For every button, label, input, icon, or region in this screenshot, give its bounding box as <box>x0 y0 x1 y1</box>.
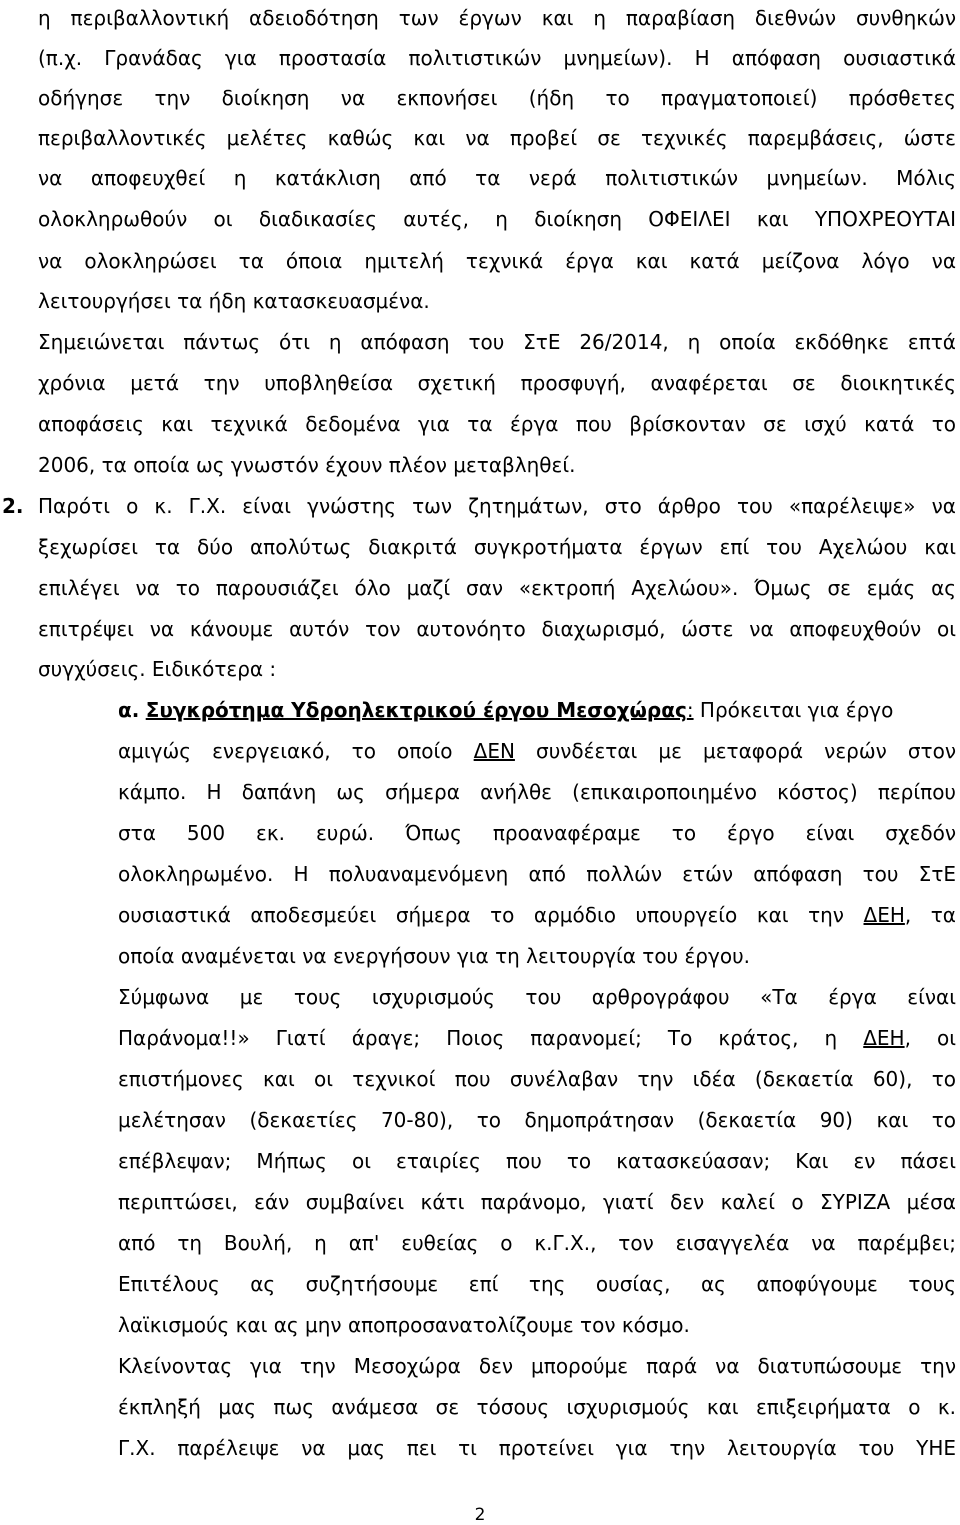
text-line: Κλείνοντας για την Μεσοχώρα δεν μπορούμε παρά να διατυπώσουμε την <box>118 1354 956 1378</box>
text-line: λειτουργήσει τα ήδη κατασκευασμένα. <box>38 289 430 313</box>
text-line: Γ.Χ. παρέλειψε να μας πει τι προτείνει για την λειτουργία του ΥΗΕ <box>118 1436 956 1460</box>
subsection-heading-line <box>118 698 956 722</box>
text-line <box>118 739 956 763</box>
list-number: 2. <box>2 494 24 518</box>
text-line: έκπληξή μας πως ανάμεσα σε τόσους ισχυρισμούς και επιξειρήματα ο κ. <box>118 1395 956 1419</box>
text-line: (π.χ. Γρανάδας για προστασία πολιτιστικών μνημείων). Η απόφαση ουσιαστικά <box>38 46 956 70</box>
text-line: στα 500 εκ. ευρώ. Όπως προαναφέραμε το έργο είναι σχεδόν <box>118 821 956 845</box>
text-line: οποία αναμένεται να ενεργήσουν για τη λειτουργία του έργου. <box>118 944 750 968</box>
text-line <box>118 903 956 927</box>
text-line: ολοκληρωμένο. Η πολυαναμενόμενη από πολλών ετών απόφαση του ΣτΕ <box>118 862 956 886</box>
text-line: η περιβαλλοντική αδειοδότηση των έργων και η παραβίαση διεθνών συνθηκών <box>38 6 956 30</box>
text-line: επιλέγει να το παρουσιάζει όλο μαζί σαν «εκτροπή Αχελώου». Όμως σε εμάς ας <box>38 576 956 600</box>
text-line: οδήγησε την διοίκηση να εκπονήσει (ήδη το πραγματοποιεί) πρόσθετες <box>38 86 956 110</box>
text-line: λαϊκισμούς και ας μην αποπροσανατολίζουμε τον κόσμο. <box>118 1313 690 1337</box>
emphasis-deh: ΔΕΗ <box>863 1026 905 1050</box>
text-line: να αποφευχθεί η κατάκλιση από τα νερά πολιτιστικών μνημείων. Μόλις <box>38 166 956 190</box>
text-line: Σύμφωνα με τους ισχυρισμούς του αρθρογράφου «Τα έργα είναι <box>118 985 956 1009</box>
subsection-colon: : <box>686 698 694 722</box>
text-span: , οι <box>904 1026 957 1050</box>
text-line: συγχύσεις. Ειδικότερα : <box>38 657 277 681</box>
subsection-letter: α. <box>118 698 140 722</box>
text-line: Σημειώνεται πάντως ότι η απόφαση του ΣτΕ 26/2014, η οποία εκδόθηκε επτά <box>38 330 956 354</box>
text-line: μελέτησαν (δεκαετίες 70-80), το δημοπράτησαν (δεκαετία 90) και το <box>118 1108 956 1132</box>
text-line: να ολοκληρώσει τα όποια ημιτελή τεχνικά έργα και κατά μείζονα λόγο να <box>38 249 956 273</box>
text-span: αμιγώς ενεργειακό, το οποίο <box>118 739 474 763</box>
emphasis-den: ΔΕΝ <box>473 739 515 763</box>
text-line: επιστήμονες και οι τεχνικοί που συνέλαβαν την ιδέα (δεκαετία 60), το <box>118 1067 956 1091</box>
text-line: Παρότι ο κ. Γ.Χ. είναι γνώστης των ζητημάτων, στο άρθρο του «παρέλειψε» να <box>38 494 956 518</box>
subsection-title: Συγκρότημα Υδροηλεκτρικού έργου Μεσοχώρας <box>145 698 687 722</box>
text-line: περιβαλλοντικές μελέτες καθώς και να προβεί σε τεχνικές παρεμβάσεις, ώστε <box>38 126 956 150</box>
text-line: ολοκληρωθούν οι διαδικασίες αυτές, η διοίκηση ΟΦΕΙΛΕΙ και ΥΠΟΧΡΕΟΥΤΑΙ <box>38 207 956 231</box>
text-line <box>118 1026 956 1050</box>
text-line: από τη Βουλή, η απ' ευθείας ο κ.Γ.Χ., τον εισαγγελέα να παρέμβει; <box>118 1231 956 1255</box>
text-span: Παράνομα!!» Γιατί άραγε; Ποιος παρανομεί; Το κράτος, η <box>118 1026 864 1050</box>
text-line: επέβλεψαν; Μήπως οι εταιρίες που το κατασκεύασαν; Και εν πάσει <box>118 1149 956 1173</box>
page-number: 2 <box>474 1505 486 1525</box>
text-line: 2006, τα οποία ως γνωστόν έχουν πλέον μεταβληθεί. <box>38 453 576 477</box>
text-line: ξεχωρίσει τα δύο απολύτως διακριτά συγκροτήματα έργων επί του Αχελώου και <box>38 535 956 559</box>
emphasis-deh: ΔΕΗ <box>863 903 905 927</box>
text-line: περιπτώσει, εάν συμβαίνει κάτι παράνομο, γιατί δεν καλεί ο ΣΥΡΙΖΑ μέσα <box>118 1190 956 1214</box>
text-line: αποφάσεις και τεχνικά δεδομένα για τα έργα που βρίσκονταν σε ισχύ κατά το <box>38 412 956 436</box>
text-line: Επιτέλους ας συζητήσουμε επί της ουσίας, ας αποφύγουμε τους <box>118 1272 956 1296</box>
text-line: χρόνια μετά την υποβληθείσα σχετική προσφυγή, αναφέρεται σε διοικητικές <box>38 371 956 395</box>
text-span: , τα <box>904 903 956 927</box>
text-span: ουσιαστικά αποδεσμεύει σήμερα το αρμόδιο υπουργείο και την <box>118 903 864 927</box>
text-span: συνδέεται με μεταφορά νερών στον <box>514 739 956 763</box>
text-line: επιτρέψει να κάνουμε αυτόν τον αυτονόητο διαχωρισμό, ώστε να αποφευχθούν οι <box>38 617 956 641</box>
subsection-text: Πρόκειται για έργο <box>693 698 894 722</box>
text-line: κάμπο. Η δαπάνη ως σήμερα ανήλθε (επικαιροποιημένο κόστος) περίπου <box>118 780 956 804</box>
